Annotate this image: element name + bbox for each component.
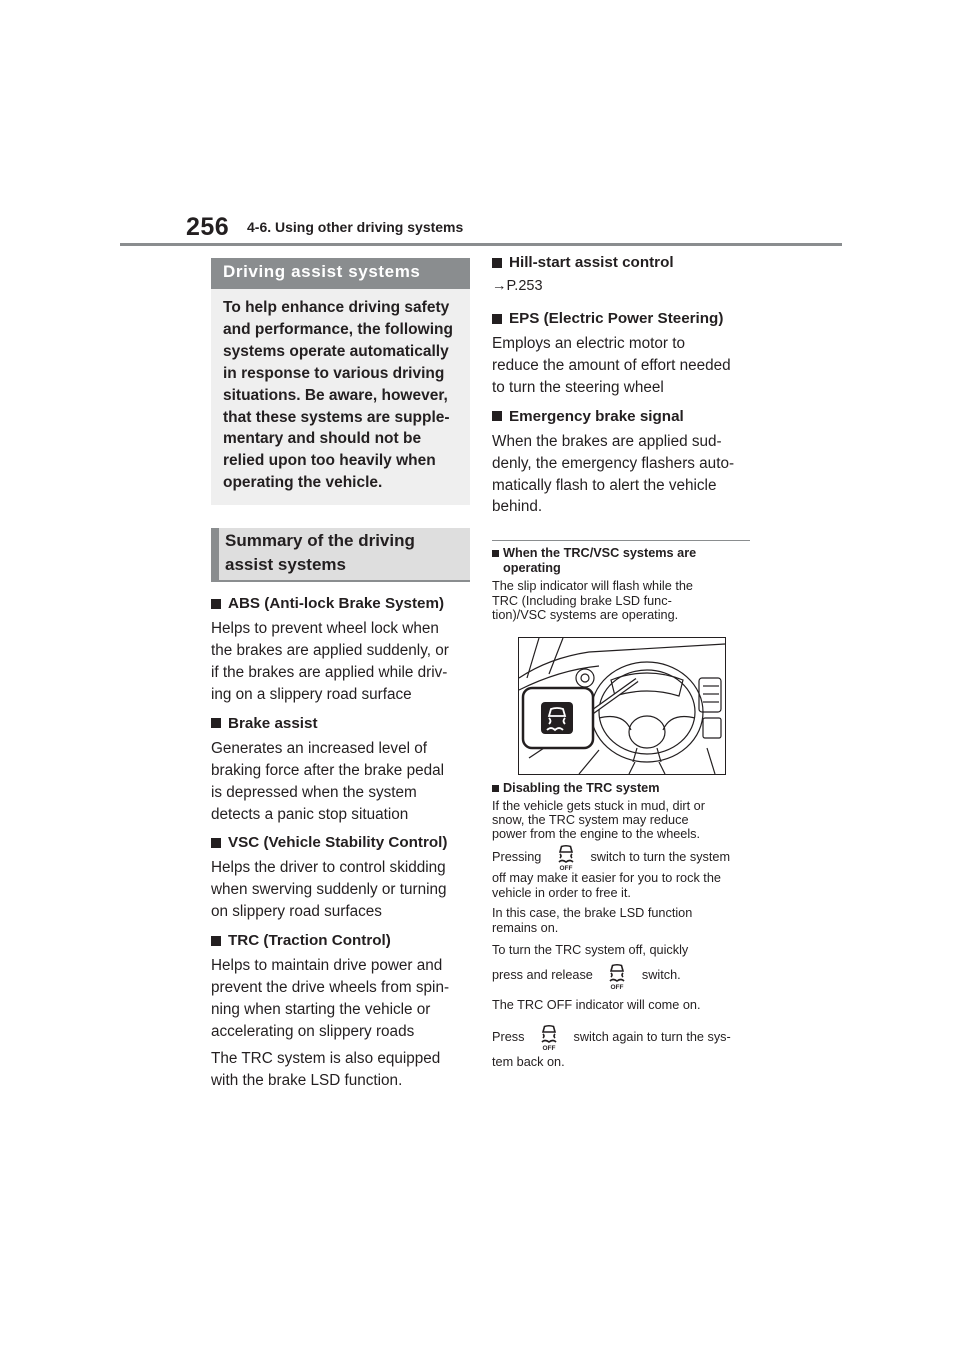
intro-line: situations. Be aware, however, bbox=[223, 386, 448, 404]
disabling-body: If the vehicle gets stuck in mud, dirt or snow, the TRC system may reduce power from the engine to the wheels. bbox=[492, 798, 705, 842]
intro-line: systems operate automatically bbox=[223, 342, 449, 360]
operating-title: When the TRC/VSC systems are operating bbox=[492, 546, 750, 576]
page-number: 256 bbox=[186, 213, 230, 241]
disabling-title: Disabling the TRC system bbox=[492, 781, 750, 796]
abs-body: Helps to prevent wheel lock when the brakes are applied suddenly, or if the brakes are applied while driv- ing on a slippery road surface bbox=[211, 620, 449, 703]
abs-title: ABS (Anti-lock Brake System) bbox=[211, 595, 470, 612]
intro-line: in response to various driving bbox=[223, 364, 445, 382]
pressing-line: Pressing OFF switch to turn the system bbox=[492, 843, 750, 872]
trc-body: Helps to maintain drive power and prevent the drive wheels from spin- ning when starting the vehicle or accelerating on slippery roads bbox=[211, 957, 450, 1040]
intro-line: and performance, the following bbox=[223, 320, 453, 338]
svg-text:OFF: OFF bbox=[610, 984, 624, 991]
summary-heading-line: Summary of the driving bbox=[225, 531, 415, 551]
right-column bbox=[492, 254, 750, 1070]
brake-assist-title: Brake assist bbox=[211, 715, 470, 732]
trc-title: TRC (Traction Control) bbox=[211, 932, 470, 949]
intro-box bbox=[211, 289, 470, 505]
page-reference-link[interactable]: →P.253 bbox=[492, 278, 543, 294]
brake-assist-body: Generates an increased level of braking force after the brake pedal is depressed when the system detects a panic stop situation bbox=[211, 739, 444, 823]
emergency-brake-body: When the brakes are applied sud- denly, the emergency flashers auto- matically flash to alert the vehicle behind. bbox=[492, 432, 735, 516]
bullet-square-icon bbox=[492, 785, 499, 792]
eps-title: EPS (Electric Power Steering) bbox=[492, 310, 750, 327]
operating-body: The slip indicator will flash while the TRC (Including brake LSD func- tion)/VSC systems are operating. bbox=[492, 579, 693, 623]
vsc-body: Helps the driver to control skidding when swerving suddenly or turning on slippery road surfaces bbox=[211, 859, 447, 921]
hill-start-title: Hill-start assist control bbox=[492, 254, 750, 271]
intro-line: operating the vehicle. bbox=[223, 474, 383, 492]
trc-off-switch-icon bbox=[534, 1023, 564, 1051]
emergency-brake-title: Emergency brake signal bbox=[492, 408, 750, 425]
bullet-square-icon bbox=[492, 411, 502, 421]
eps-body: Employs an electric motor to reduce the amount of effort needed to turn the steering wheel bbox=[492, 335, 731, 396]
bullet-square-icon bbox=[211, 838, 221, 848]
press-release-line: press and release OFF switch. bbox=[492, 961, 750, 990]
press-again-continued: tem back on. bbox=[492, 1055, 565, 1070]
vsc-title: VSC (Vehicle Stability Control) bbox=[211, 834, 470, 851]
bullet-square-icon bbox=[492, 258, 502, 268]
intro-line: To help enhance driving safety bbox=[223, 299, 450, 316]
summary-heading bbox=[211, 528, 470, 582]
left-column bbox=[211, 258, 470, 1092]
bullet-square-icon bbox=[492, 550, 499, 557]
intro-line: relied upon too heavily when bbox=[223, 452, 436, 470]
trc-off-switch-icon bbox=[602, 962, 632, 990]
section-divider bbox=[492, 540, 750, 541]
pressing-continued: off may make it easier for you to rock the vehicle in order to free it. bbox=[492, 871, 721, 900]
intro-line: mentary and should not be bbox=[223, 430, 422, 448]
indicator-note: The TRC OFF indicator will come on. bbox=[492, 998, 701, 1013]
turn-off-line: To turn the TRC system off, quickly bbox=[492, 943, 689, 958]
trc-off-switch-icon bbox=[551, 843, 581, 871]
press-again-line: Press OFF switch again to turn the sys- bbox=[492, 1023, 750, 1052]
bullet-square-icon bbox=[211, 599, 221, 609]
bullet-square-icon bbox=[492, 314, 502, 324]
trc-extra: The TRC system is also equipped with the brake LSD function. bbox=[211, 1049, 441, 1089]
driving-assist-heading: Driving assist systems bbox=[211, 258, 470, 289]
bullet-square-icon bbox=[211, 936, 221, 946]
dashboard-illustration bbox=[518, 637, 726, 775]
summary-heading-line: assist systems bbox=[225, 555, 346, 575]
header-rule bbox=[120, 243, 842, 246]
intro-line: that these systems are supple- bbox=[223, 408, 450, 426]
dashboard-drawing bbox=[519, 638, 725, 774]
bullet-square-icon bbox=[211, 718, 221, 728]
svg-text:OFF: OFF bbox=[542, 1045, 556, 1052]
lsd-note: In this case, the brake LSD function remains on. bbox=[492, 906, 693, 935]
svg-text:OFF: OFF bbox=[559, 865, 573, 872]
section-title: 4-6. Using other driving systems bbox=[247, 219, 464, 235]
